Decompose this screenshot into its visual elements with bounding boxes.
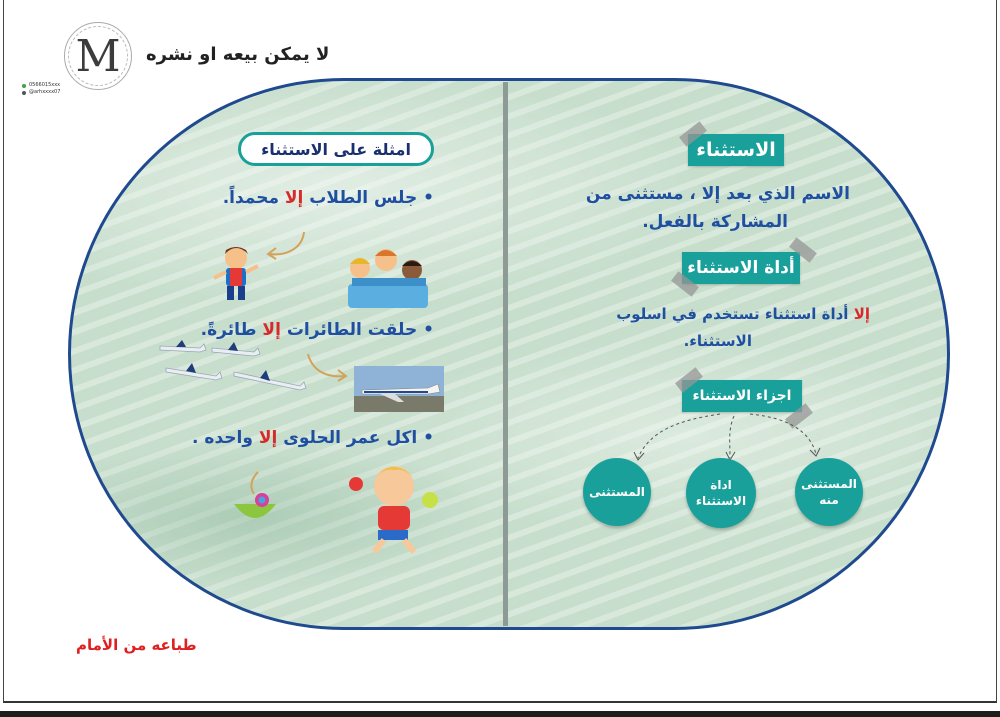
logo-ring — [68, 26, 128, 86]
definition-line-2: المشاركة بالفعل. — [642, 212, 788, 232]
logo-letter: M — [75, 30, 121, 82]
students-at-desk-illustration — [346, 244, 430, 310]
parts-title-banner — [682, 380, 802, 412]
example-tool-word: إلا — [262, 320, 281, 340]
topic-title: الاستثناء — [696, 139, 776, 161]
curved-arrow-icon — [244, 470, 264, 498]
tool-title-banner — [682, 252, 800, 284]
part-circle-mustathna — [583, 458, 651, 526]
brand-logo — [64, 22, 132, 90]
example-tool-word: إلا — [258, 428, 278, 448]
contact-phone: 0566015xxx — [29, 82, 61, 88]
example-text: طائرةً. — [200, 320, 263, 340]
example-text: واحده . — [192, 428, 259, 448]
airplane-photo — [354, 366, 444, 412]
board-divider — [503, 82, 508, 626]
social-icon — [22, 91, 26, 95]
example-text: • جلس الطلاب — [303, 188, 434, 208]
part-circle-adat — [686, 458, 756, 528]
running-boy-illustration — [210, 244, 266, 306]
curved-arrow-icon — [304, 350, 350, 384]
example-text: • حلقت الطائرات — [280, 320, 434, 340]
whatsapp-icon — [22, 84, 26, 88]
tool-desc-text: أداة استثناء تستخدم في اسلوب — [616, 305, 854, 323]
parts-title: اجزاء الاستثناء — [692, 388, 792, 404]
curved-arrow-icon — [264, 228, 310, 264]
tool-description-line-1 — [616, 305, 870, 323]
part-label: اداة الاستثناء — [695, 477, 747, 508]
example-text: محمداً. — [222, 188, 285, 208]
tool-title: أداة الاستثناء — [687, 258, 795, 278]
bottom-bar — [0, 711, 1000, 717]
examples-title — [238, 132, 434, 166]
tool-word: إلا — [853, 305, 870, 323]
part-circle-mustathna-minhu — [795, 458, 863, 526]
definition-line-1: الاسم الذي بعد إلا ، مستثنى من — [585, 184, 850, 204]
examples-title-text: امثلة على الاستثناء — [261, 139, 411, 159]
tool-description-line-2: الاستثناء. — [683, 332, 752, 350]
part-label: المستثنى — [589, 484, 645, 499]
copyright-notice: لا يمكن بيعه او نشره — [146, 44, 330, 65]
example-sentence-3 — [192, 428, 434, 448]
example-tool-word: إلا — [284, 188, 304, 208]
airplanes-group-illustration — [156, 336, 306, 400]
example-sentence-1 — [223, 188, 434, 208]
example-text: • اكل عمر الحلوى — [277, 428, 434, 448]
child-with-balls-illustration — [344, 458, 442, 556]
part-label: المستثنى منه — [801, 476, 857, 507]
contact-handle: @arhxxxx07 — [29, 89, 61, 95]
topic-title-banner — [688, 134, 784, 166]
print-note: طباعه من الأمام — [76, 636, 197, 654]
